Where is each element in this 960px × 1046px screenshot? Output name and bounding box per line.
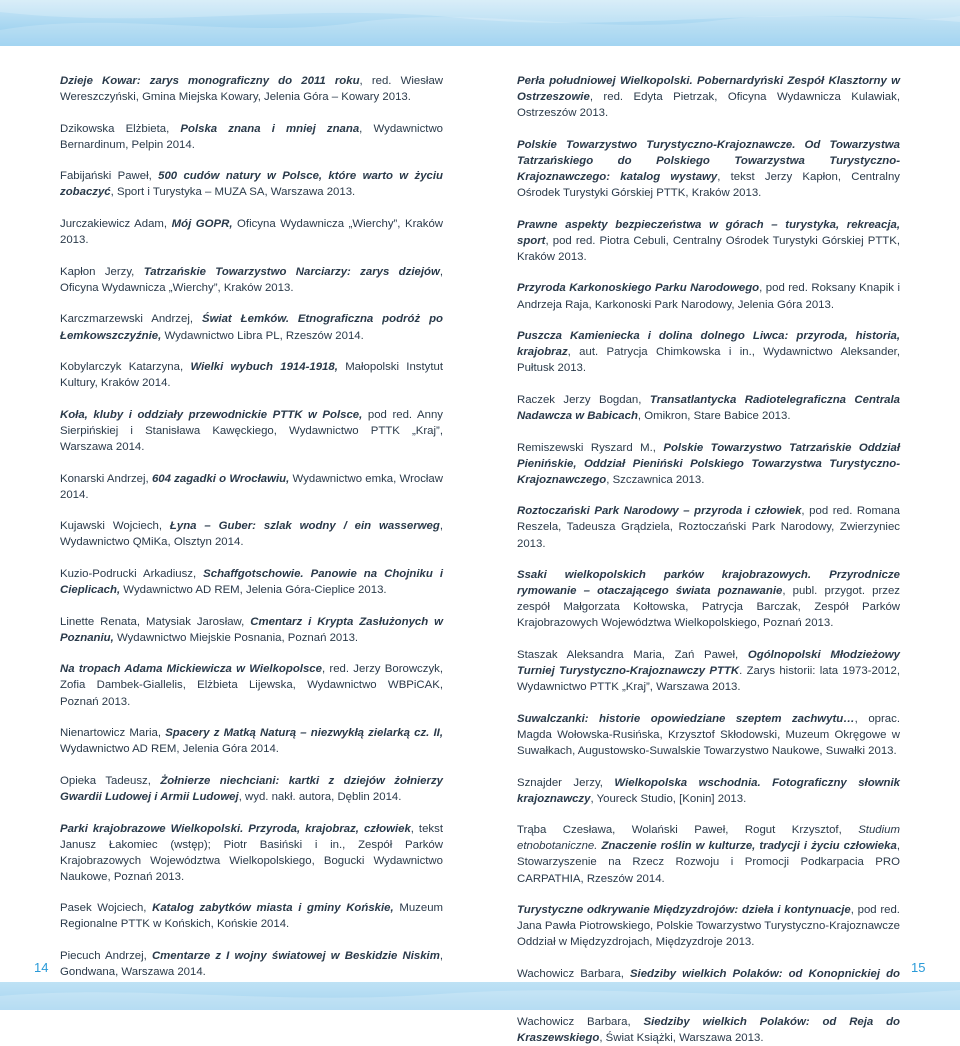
bibliography-entry: [60, 168, 443, 200]
entry-text: Wydawnictwo Miejskie Posnania, Poznań 2013.: [113, 631, 359, 644]
bibliography-entry: [60, 311, 443, 343]
entry-title: Świat Łemków. Etnograficzna podróż po Łemkowszczyźnie,: [60, 313, 443, 342]
bibliography-entry: [60, 216, 443, 248]
entry-title: Wielki wybuch 1914-1918,: [190, 361, 338, 374]
entry-text: , tekst Jerzy Kapłon, Centralny Ośrodek Turystyki Górskiej PTTK, Kraków 2013.: [517, 170, 900, 200]
entry-italic-text: Studium etnobotaniczne.: [517, 824, 900, 853]
entry-title: Ssaki wielkopolskich parków krajobrazowych. Przyrodnicze rymowanie – otaczającego świata poznawanie: [517, 569, 900, 598]
entry-text: , pod red. Jana Pawła Piotrowskiego, Polskie Towarzystwo Turystyczno-Krajoznawcze Oddział w Międzyzdrojach, Międzyzdroje 2013.: [517, 904, 900, 949]
entry-text: , tekst Janusz Łakomiec (wstęp); Piotr Basiński i in., Zespół Parków Krajobrazowych Województwa Wielkopolskiego, Bogucki Wydawnictwo Naukowe, Poznań 2013.: [60, 822, 443, 883]
wave-pattern-bottom: [0, 982, 960, 1010]
entry-title: Siedziby wielkich Polaków: od Reja do Kraszewskiego: [517, 1015, 900, 1044]
entry-text: Muzeum Regionalne PTTK w Końskich, Końskie 2014.: [60, 902, 444, 931]
bibliography-entry: [517, 1014, 900, 1046]
bibliography-entry: [60, 264, 443, 296]
entry-title: Cmentarze z I wojny światowej w Beskidzie Niskim: [151, 950, 440, 963]
entry-text: , pod red. Piotra Cebuli, Centralny Ośrodek Turystyki Górskiej PTTK, Kraków 2013.: [517, 234, 900, 263]
bibliography-entry: [517, 328, 900, 376]
bibliography-entry: [60, 725, 443, 757]
entry-title: Siedziby wielkich Polaków: od Konopnickiej do: [629, 967, 900, 980]
wave-pattern-top: [0, 0, 960, 46]
entry-title: Koła, kluby i oddziały przewodnickie PTTK w Polsce,: [60, 408, 363, 421]
entry-text: Sznajder Jerzy,: [517, 776, 615, 789]
entry-text: Wydawnictwo AD REM, Jelenia Góra-Cieplice 2013.: [120, 584, 387, 597]
entry-title: Tatrzańskie Towarzystwo Narciarzy: zarys dziejów: [143, 265, 440, 278]
bibliography-entry: [60, 518, 443, 550]
entry-text: , Gondwana, Warszawa 2014.: [60, 950, 443, 979]
entry-text: pod red. Anny Sierpińskiej i Stanisława Kawęckiego, Wydawnictwo PTTK „Kraj”, Warszawa 2014.: [60, 408, 443, 453]
entry-text: , pod red. Romana Reszela, Tadeusza Grądziela, Roztoczański Park Narodowy, Zwierzyniec 2013.: [517, 505, 900, 550]
entry-title: Ogólnopolski Młodzieżowy Turniej Turystyczno-Krajoznawczy PTTK: [517, 649, 900, 678]
entry-title: Dzieje Kowar: zarys monograficzny do 2011 roku: [60, 75, 360, 87]
entry-title: Parki krajobrazowe Wielkopolski. Przyroda, krajobraz, człowiek: [60, 822, 411, 835]
entry-text: Wydawnictwo AD REM, Jelenia Góra 2014.: [60, 743, 279, 756]
page-number-right: 15: [911, 960, 926, 975]
entry-text: Wachowicz Barbara,: [517, 967, 630, 980]
entry-title: Perła południowej Wielkopolski. Pobernardyński Zespół Klasztorny w Ostrzeszowie: [517, 75, 900, 104]
entry-text: Piecuch Andrzej,: [60, 950, 152, 963]
entry-text: Kobylarczyk Katarzyna,: [60, 361, 191, 374]
bibliography-entry: [60, 407, 443, 455]
entry-title: 604 zagadki o Wrocławiu,: [151, 472, 290, 485]
bibliography-entry: [60, 614, 443, 646]
entry-text: , oprac. Magda Wołowska-Rusińska, Krzysztof Skłodowski, Muzeum Okręgowe w Suwałkach, Augustowsko-Suwalskie Towarzystwo Naukowe, Suwałki 2013.: [517, 712, 900, 757]
entry-text: Wydawnictwo Libra PL, Rzeszów 2014.: [161, 329, 364, 342]
entry-text: Karczmarzewski Andrzej,: [60, 313, 202, 326]
entry-text: Fabijański Paweł,: [60, 170, 159, 183]
top-decorative-band: [0, 0, 960, 46]
entry-text: Wachowicz Barbara,: [517, 1015, 644, 1028]
entry-text: Pasek Wojciech,: [60, 902, 153, 915]
right-column: [517, 73, 900, 1046]
bibliography-entry: [60, 661, 443, 709]
entry-text: Kapłon Jerzy,: [60, 265, 144, 278]
bibliography-entry: [60, 948, 443, 980]
bibliography-entry: [517, 73, 900, 121]
bibliography-entry: [60, 773, 443, 805]
bibliography-entry: [517, 503, 900, 551]
entry-title: Przyroda Karkonoskiego Parku Narodowego: [517, 282, 760, 295]
entry-title: Turystyczne odkrywanie Międzyzdrojów: dzieła i kontynuacje: [517, 904, 851, 917]
entry-text: Remiszewski Ryszard M.,: [517, 441, 664, 454]
bibliography-entry: [60, 359, 443, 391]
entry-text: , pod red. Roksany Knapik i Andrzeja Raja, Karkonoski Park Narodowy, Jelenia Góra 2013.: [517, 282, 901, 311]
entry-title: Transatlantycka Radiotelegraficzna Centrala Nadawcza w Babicach: [517, 393, 900, 422]
left-column: [60, 73, 443, 980]
entry-text: , red. Edyta Pietrzak, Oficyna Wydawnicza Kulawiak, Ostrzeszów 2013.: [517, 91, 900, 120]
entry-text: , Sport i Turystyka – MUZA SA, Warszawa 2013.: [110, 186, 356, 199]
entry-text: , Wydawnictwo QMiKa, Olsztyn 2014.: [60, 520, 443, 549]
entry-title: Łyna – Guber: szlak wodny / ein wasserweg: [169, 520, 440, 533]
entry-text: , Wydawnictwo Bernardinum, Pelpin 2014.: [60, 122, 444, 151]
bibliography-entry: [60, 900, 443, 932]
entry-text: Staszak Aleksandra Maria, Zań Paweł,: [517, 649, 748, 662]
bibliography-entry: [60, 821, 443, 885]
entry-title: Polskie Towarzystwo Tatrzańskie Oddział Pienińskie, Oddział Pieniński Polskiego Towarzystwa Turystyczno-Krajoznawczego: [517, 441, 901, 486]
entry-text: , Stowarzyszenie na Rzecz Rozwoju i Promocji Podkarpacia PRO CARPATHIA, Rzeszów 2014.: [517, 840, 900, 885]
bibliography-entry: [60, 566, 443, 598]
entry-text: Kuzio-Podrucki Arkadiusz,: [60, 567, 204, 580]
entry-title: Puszcza Kamieniecka i dolina dolnego Liwca: przyroda, historia, krajobraz: [517, 330, 900, 359]
entry-title: Roztoczański Park Narodowy – przyroda i człowiek: [517, 505, 802, 518]
entry-title: 500 cudów natury w Polsce, które warto w życiu zobaczyć: [60, 170, 443, 199]
entry-text: Jurczakiewicz Adam,: [60, 218, 172, 231]
entry-title: Polskie Towarzystwo Turystyczno-Krajoznawcze. Od Towarzystwa Tatrzańskiego do Polskiego Towarzystwa Turystyczno-Krajoznawczego: katalog wystawy: [517, 138, 900, 183]
entry-text: Kujawski Wojciech,: [60, 520, 170, 533]
entry-text: Trąba Czesława, Wolański Paweł, Rogut Krzysztof,: [517, 824, 859, 837]
entry-title: Prawne aspekty bezpieczeństwa w górach – turystyka, rekreacja, sport: [517, 218, 900, 247]
entry-text: , wyd. nakł. autora, Dęblin 2014.: [238, 790, 402, 803]
entry-text: Małopolski Instytut Kultury, Kraków 2014.: [60, 361, 444, 390]
entry-title: Schaffgotschowie. Panowie na Chojniku i Cieplicach,: [60, 567, 443, 597]
bibliography-entry: [517, 647, 900, 695]
entry-text: , red. Wiesław Wereszczyński, Gmina Miejska Kowary, Jelenia Góra – Kowary 2013.: [60, 75, 444, 104]
bibliography-entry: [517, 280, 900, 312]
bibliography-entry: [517, 217, 900, 265]
bibliography-entry: [60, 73, 443, 105]
entry-text: Nienartowicz Maria,: [60, 727, 166, 740]
entry-text: . Zarys historii: lata 1973-2012, Wydawnictwo PTTK „Kraj”, Warszawa 2013.: [517, 665, 901, 694]
entry-text: , Szczawnica 2013.: [606, 473, 705, 486]
entry-text: Dzikowska Elżbieta,: [60, 122, 181, 135]
entry-text: Linette Renata, Matysiak Jarosław,: [60, 615, 251, 628]
entry-text: , red. Jerzy Borowczyk, Zofia Dambek-Giallelis, Elżbieta Lijewska, Wydawnictwo WBPiCAK, Poznań 2013.: [60, 663, 443, 708]
entry-title: Cmentarz i Krypta Zasłużonych w Poznaniu,: [60, 615, 443, 644]
page-number-left: 14: [34, 960, 49, 975]
entry-text: Wydawnictwo emka, Wrocław 2014.: [60, 472, 443, 501]
entry-title: Suwalczanki: historie opowiedziane szeptem zachwytu…: [517, 712, 855, 725]
entry-text: Konarski Andrzej,: [60, 472, 152, 485]
bibliography-entry: [517, 775, 900, 807]
entry-title: Katalog zabytków miasta i gminy Końskie,: [152, 902, 394, 915]
entry-title: Wielkopolska wschodnia. Fotograficzny słownik krajoznawczy: [517, 776, 900, 805]
bibliography-entry: [517, 440, 900, 488]
entry-text: , publ. przygot. przez zespół Małgorzata Kołtowska, Patrycja Barczak, Zespół Parków Krajobrazowych Województwa Wielkopolskiego, Poznań 2013.: [517, 585, 900, 630]
entry-text: , aut. Patrycja Chimkowska i in., Wydawnictwo Aleksander, Pułtusk 2013.: [517, 346, 900, 375]
entry-text: , Youreck Studio, [Konin] 2013.: [590, 792, 747, 805]
entry-text: Oficyna Wydawnicza „Wierchy”, Kraków 2013.: [60, 218, 444, 247]
bibliography-entry: [517, 902, 900, 950]
bibliography-entry: [517, 711, 900, 759]
entry-title: Polska znana i mniej znana: [180, 122, 360, 135]
entry-text: , Omikron, Stare Babice 2013.: [637, 410, 791, 422]
entry-title: Żołnierze niechciani: kartki z dziejów żołnierzy Gwardii Ludowej i Armii Ludowej: [60, 774, 443, 803]
entry-text: , Świat Książki, Warszawa 2013.: [599, 1031, 764, 1044]
entry-text: , Oficyna Wydawnicza „Wierchy”, Kraków 2013.: [60, 265, 443, 294]
bibliography-entry: [60, 471, 443, 503]
bottom-decorative-band: [0, 982, 960, 1010]
entry-title: Na tropach Adama Mickiewicza w Wielkopolsce: [60, 663, 322, 676]
entry-title: Znaczenie roślin w kulturze, tradycji i życiu człowieka: [601, 840, 897, 853]
bibliography-entry: [517, 567, 900, 631]
entry-text: Raczek Jerzy Bogdan,: [517, 393, 650, 406]
entry-title: Mój GOPR,: [171, 218, 233, 231]
bibliography-entry: [517, 822, 900, 886]
entry-text: Opieka Tadeusz,: [60, 774, 161, 787]
entry-title: Spacery z Matką Naturą – niezwykłą zielarką cz. II,: [165, 727, 443, 740]
bibliography-entry: [60, 121, 443, 153]
bibliography-entry: [517, 392, 900, 424]
bibliography-entry: [517, 137, 900, 201]
